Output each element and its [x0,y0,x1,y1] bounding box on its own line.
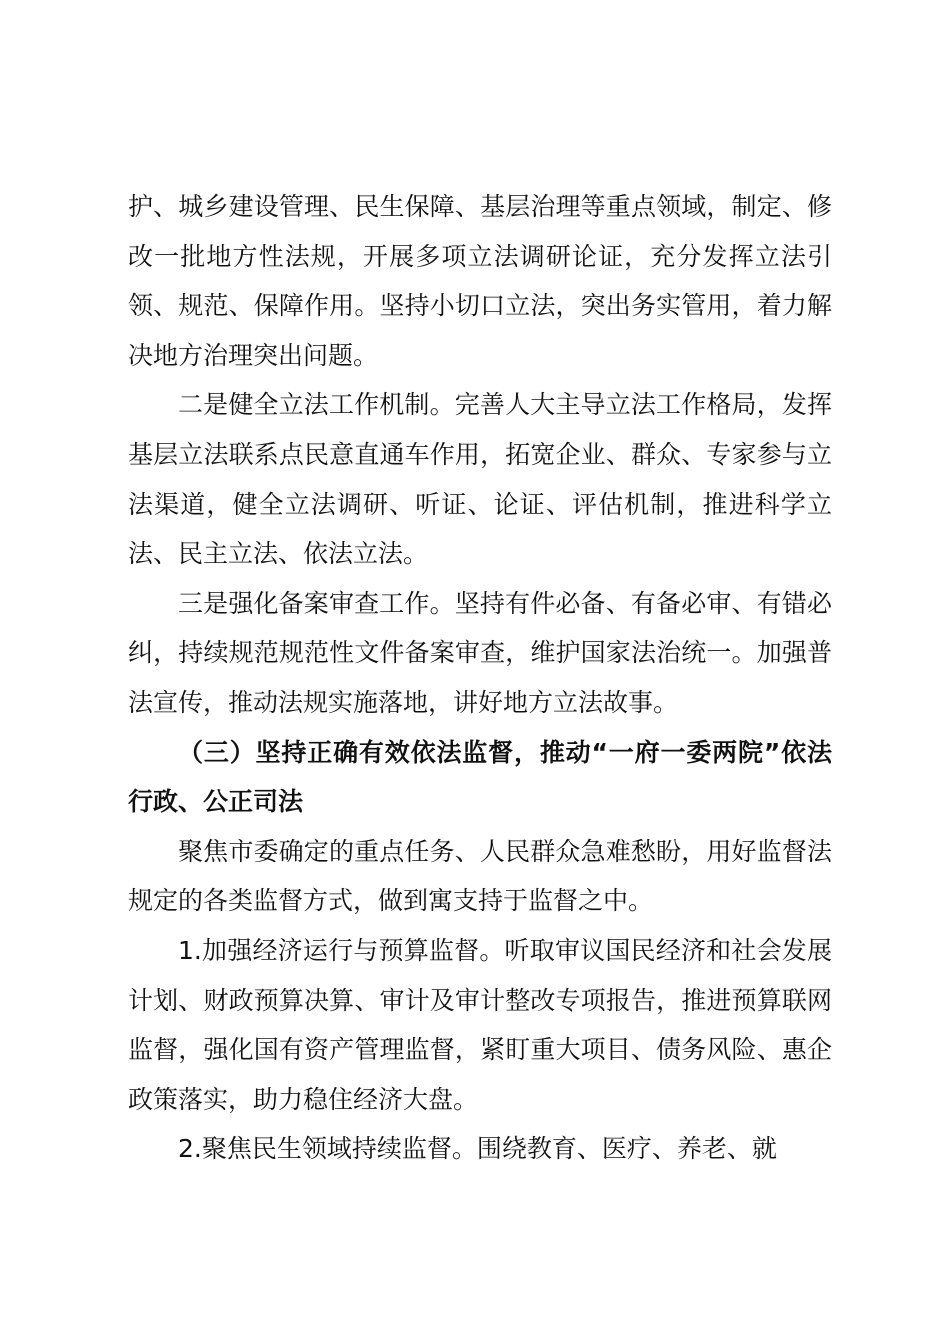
section-heading-supervision: （三）坚持正确有效依法监督，推动“一府一委两院”依法行政、公正司法 [128,737,832,817]
document-body [128,182,832,1174]
paragraph-legislation-areas: 护、城乡建设管理、民生保障、基层治理等重点领域，制定、修改一批地方性法规，开展多项立法调研论证，充分发挥立法引领、规范、保障作用。坚持小切口立法，突出务实管用，着力解决地方治理突出问题。 [128,192,832,370]
paragraph-filing-review: 三是强化备案审查工作。坚持有件必备、有备必审、有错必纠，持续规范规范性文件备案审查，维护国家法治统一。加强普法宣传，推动法规实施落地，讲好地方立法故事。 [128,588,832,717]
paragraph-economic-budget-supervision: 1.加强经济运行与预算监督。听取审议国民经济和社会发展计划、财政预算决算、审计及审计整改专项报告，推进预算联网监督，强化国有资产管理监督，紧盯重大项目、债务风险、惠企政策落实，助力稳住经济大盘。 [128,935,832,1114]
paragraph-livelihood-supervision: 2.聚焦民生领域持续监督。围绕教育、医疗、养老、就 [178,1134,777,1164]
paragraph-supervision-intro: 聚焦市委确定的重点任务、人民群众急难愁盼，用好监督法规定的各类监督方式，做到寓支持于监督之中。 [128,836,832,916]
paragraph-legislation-mechanism: 二是健全立法工作机制。完善人大主导立法工作格局，发挥基层立法联系点民意直通车作用，拓宽企业、群众、专家参与立法渠道，健全立法调研、听证、论证、评估机制，推进科学立法、民主立法、依法立法。 [128,390,832,569]
